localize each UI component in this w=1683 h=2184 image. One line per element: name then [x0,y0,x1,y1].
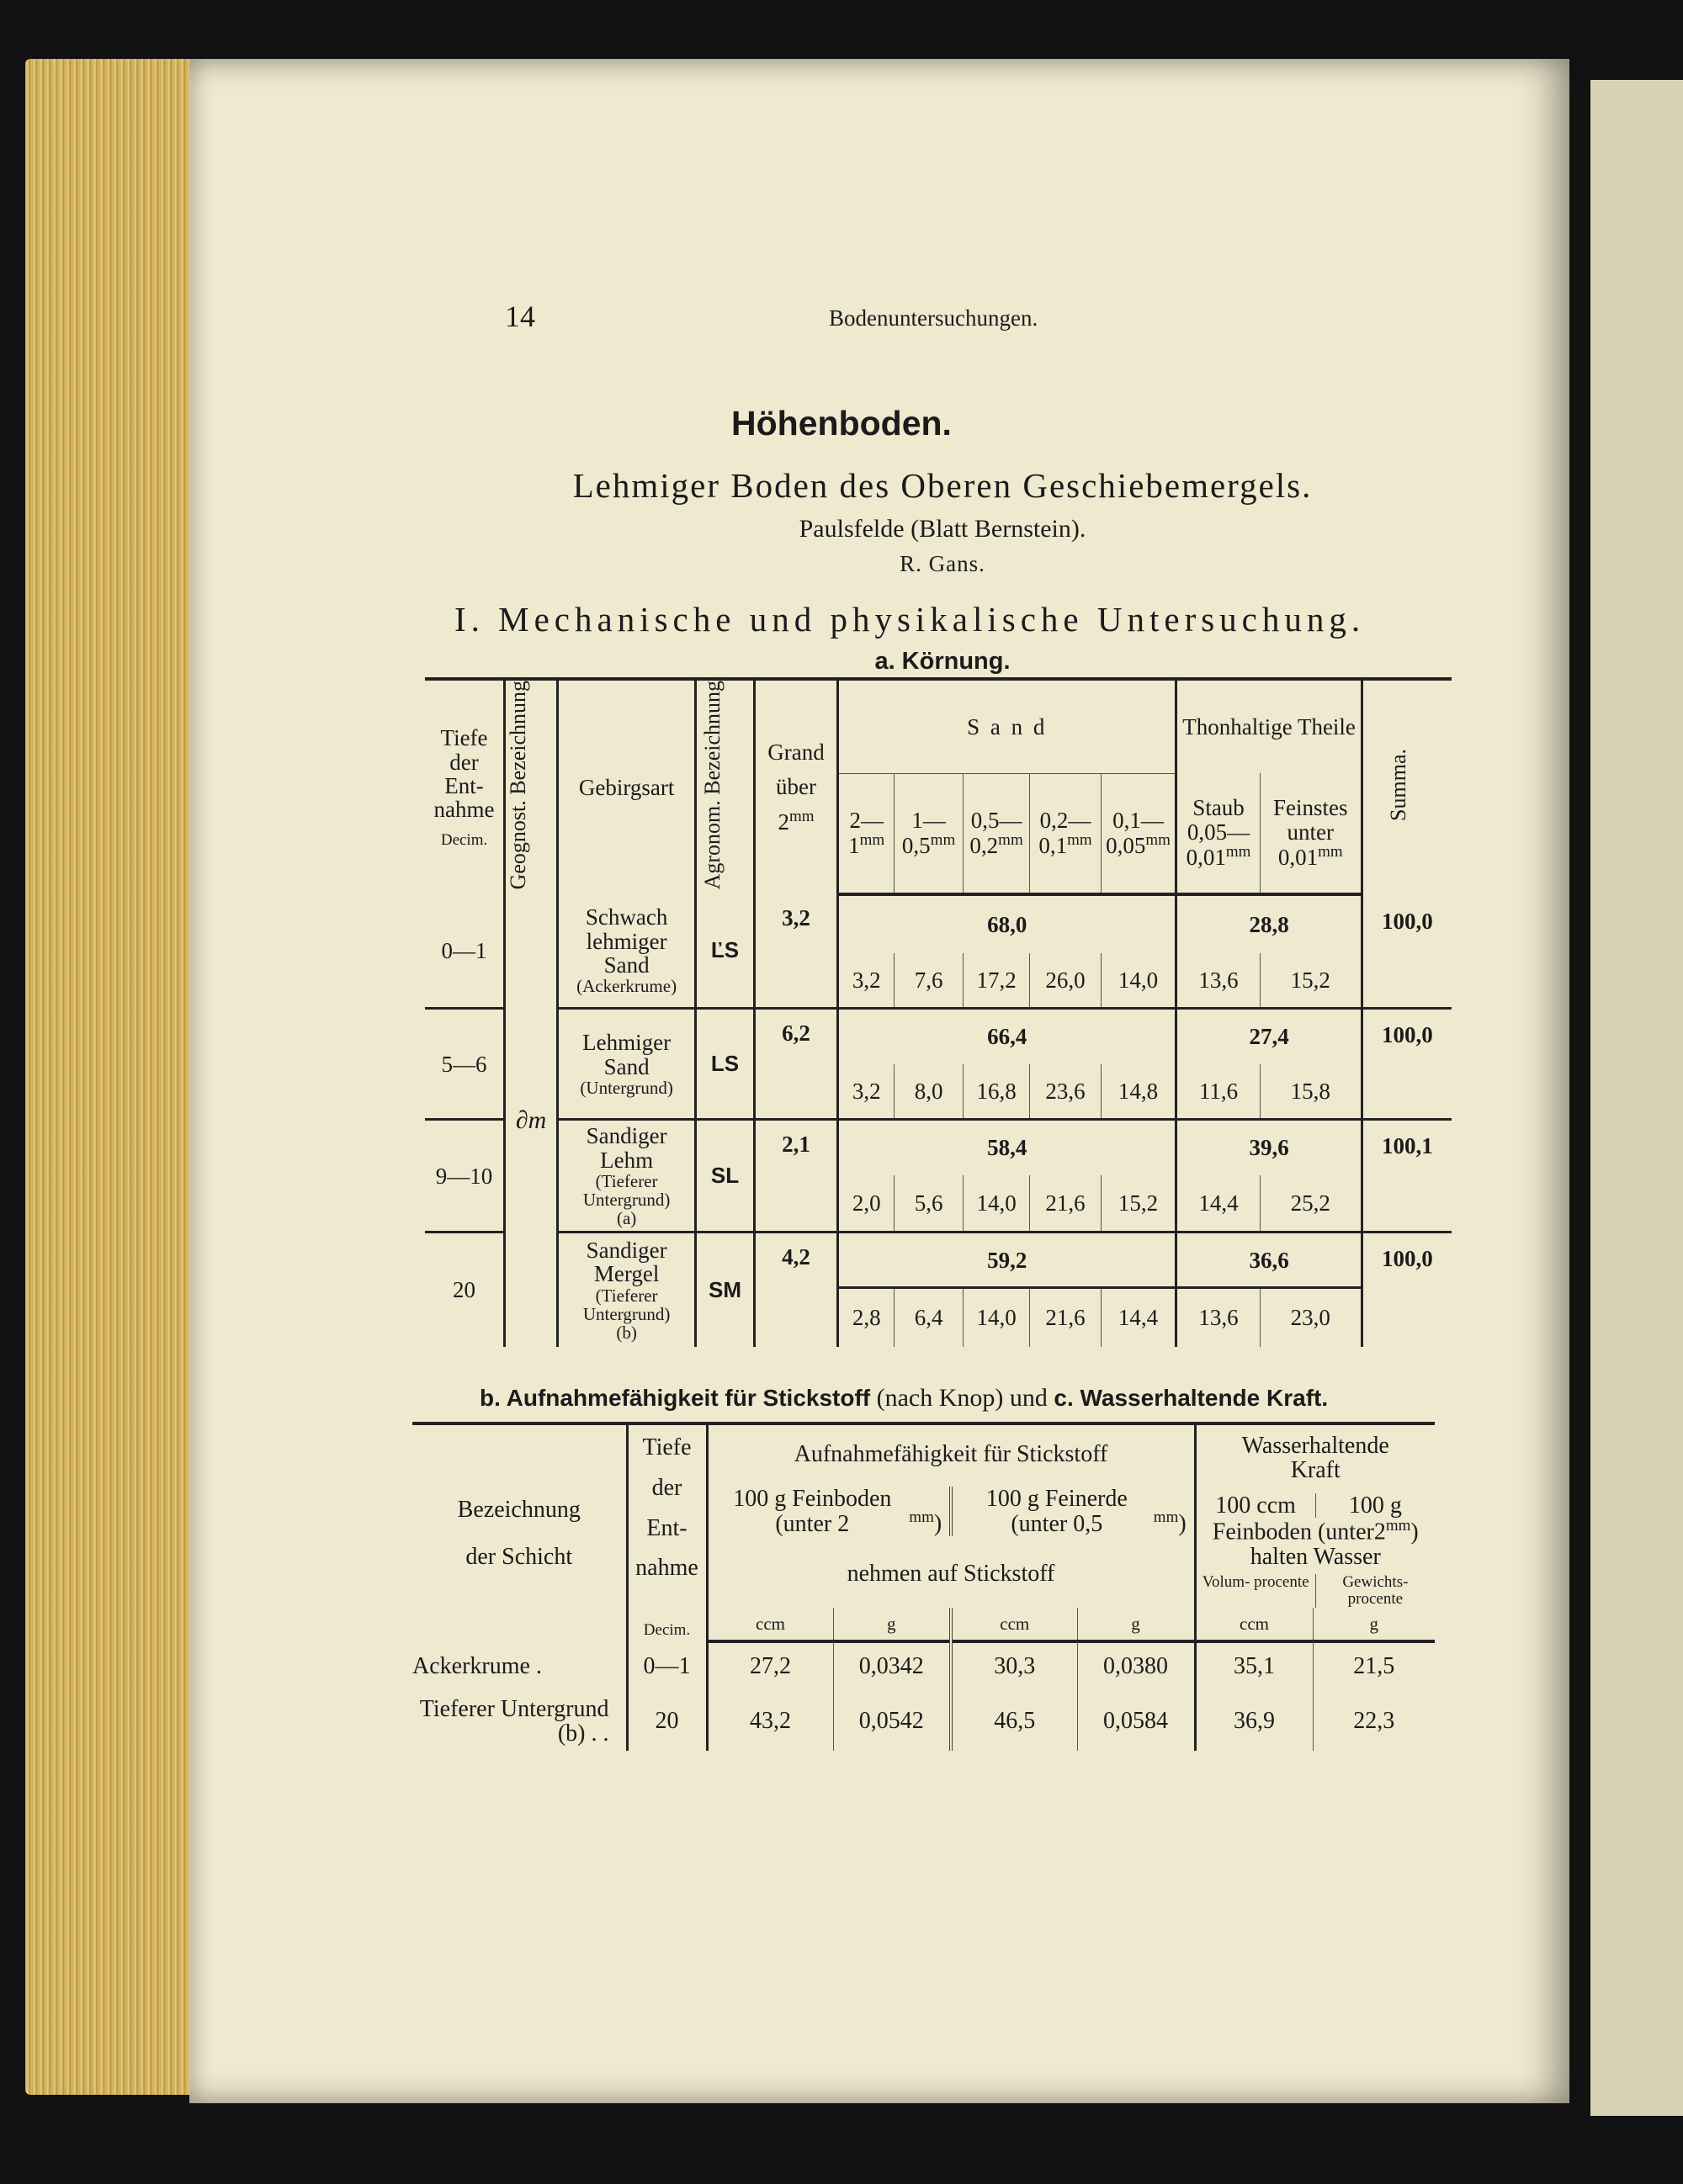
cell-thon-total: 28,8 [1176,894,1362,953]
header-tiefe: Tiefe der Ent- nahme Decim. [433,725,495,849]
header-volum: Volum- procente [1197,1574,1316,1608]
cell-staub: 13,6 [1176,953,1260,1009]
page-number: 14 [505,300,535,333]
cell-feinstes: 23,0 [1260,1288,1362,1347]
cell-tiefe: 9—10 [425,1120,505,1232]
header-gew-g: g [1313,1608,1435,1641]
cell-tiefe: 0—1 [627,1641,707,1692]
header-gebirgsart: Gebirgsart [558,679,696,894]
table-row [412,1692,1435,1751]
cell-feinstes: 25,2 [1260,1175,1362,1232]
cell-staub: 13,6 [1176,1288,1260,1347]
cell-gebirgsart: Schwach lehmiger Sand (Ackerkrume) [558,894,696,1009]
cell-gew: 21,5 [1313,1641,1435,1692]
cell-gebirgsart: Sandiger Mergel (Tieferer Untergrund) (b) [558,1232,696,1347]
cell-gebirgsart: Sandiger Lehm (Tieferer Untergrund) (a) [558,1120,696,1232]
header-gewicht: Gewichts- procente [1342,1573,1409,1609]
cell-s5: 15,2 [1101,1175,1176,1232]
cell-vol: 36,9 [1195,1692,1313,1751]
table-row [412,1641,1435,1692]
cell-tiefe: 0—1 [425,894,505,1009]
cell-grand: 6,2 [754,1009,837,1120]
cell-s1: 2,8 [838,1288,895,1347]
book-page-edges [25,59,194,2095]
cell-thon-total: 27,4 [1176,1009,1362,1064]
cell-s2: 6,4 [895,1288,963,1347]
header-bezeichnung: Bezeichnung der Schicht [457,1496,581,1570]
cell-s1: 3,2 [838,1064,895,1120]
cell-s4: 21,6 [1030,1288,1101,1347]
header-fb-ccm: ccm [707,1608,833,1641]
cell-s4: 21,6 [1030,1175,1101,1232]
cell-tiefe: 20 [627,1692,707,1751]
cell-fe-g: 0,0380 [1077,1641,1195,1692]
cell-fe-g: 0,0584 [1077,1692,1195,1751]
cell-sand-total: 59,2 [838,1232,1176,1288]
cell-name: Ackerkrume . [412,1653,542,1680]
cell-agronom: LS [696,1009,755,1120]
header-sand: S a n d [838,679,1176,773]
cell-grand: 3,2 [754,894,837,1009]
header-s1: 2— $1^{mm}$ [838,773,895,894]
cell-s4: 26,0 [1030,953,1101,1009]
header-s2: 1— $0,5^{mm}$ [895,773,963,894]
cell-vol: 35,1 [1195,1641,1313,1692]
cell-geognost: ∂m [505,894,558,1347]
cell-fb-ccm: 27,2 [707,1641,833,1692]
header-vol-ccm: ccm [1195,1608,1313,1641]
cell-gew: 22,3 [1313,1692,1435,1751]
cell-s1: 3,2 [838,953,895,1009]
location: Paulsfelde (Blatt Bernstein). [799,515,1086,543]
cell-feinstes: 15,2 [1260,953,1362,1009]
cell-feinstes: 15,8 [1260,1064,1362,1120]
cell-s3: 16,8 [963,1064,1030,1120]
cell-staub: 14,4 [1176,1175,1260,1232]
cell-fb-ccm: 43,2 [707,1692,833,1751]
cell-s2: 8,0 [895,1064,963,1120]
cell-agronom: ĽS [696,894,755,1009]
page-title: Höhenboden. [731,404,952,443]
table-row [425,1009,1452,1064]
subtitle: Lehmiger Boden des Oberen Geschiebemergels. [572,466,1313,505]
cell-tiefe: 20 [453,1277,476,1303]
cell-s3: 14,0 [963,1175,1030,1232]
cell-agronom: SM [696,1232,755,1347]
header-100ccm: 100 ccm [1197,1493,1316,1518]
cell-s1: 2,0 [838,1175,895,1232]
header-feinboden: 100 g Feinboden (unter 2 $^{mm}$) [709,1487,953,1536]
cell-grand: 2,1 [754,1120,837,1232]
header-100g: 100 g [1348,1492,1402,1519]
section-heading: I. Mechanische und physikalische Untersuchung. [454,600,1366,639]
subsection-heading: a. Körnung. [874,648,1011,675]
header-feinstes: Feinstes unter $0,01^{mm}$ [1260,773,1362,894]
cell-s2: 7,6 [895,953,963,1009]
header-geognost: Geognost. Bezeichnung [505,679,558,894]
cell-fb-g: 0,0342 [833,1641,951,1692]
cell-tiefe: 5—6 [425,1009,505,1120]
header-fe-g: g [1077,1608,1195,1641]
cell-s3: 14,0 [963,1288,1030,1347]
header-fe-ccm: ccm [951,1608,1077,1641]
cell-summa: 100,0 [1362,1009,1452,1120]
cell-s3: 17,2 [963,953,1030,1009]
cell-summa: 100,0 [1362,1232,1452,1347]
cell-sand-total: 66,4 [838,1009,1176,1064]
header-grand: Grand über $2^{mm}$ [754,679,837,894]
cell-staub: 11,6 [1176,1064,1260,1120]
cell-thon-total: 39,6 [1176,1120,1362,1175]
header-s3: 0,5— $0,2^{mm}$ [963,773,1030,894]
cell-name: Tieferer Untergrund (b) . . [419,1695,609,1747]
section-b-heading: b. Aufnahmefähigkeit für Stickstoff (nach Knop) und c. Wasserhaltende Kraft. [480,1384,1329,1412]
header-s4: 0,2— $0,1^{mm}$ [1030,773,1101,894]
cell-s5: 14,4 [1101,1288,1176,1347]
header-wasser: Wasserhaltende Kraft 100 ccm 100 g Feinboden $(unter2^{mm})$ halten Wasser Volum- procente Gewichts- procente [1195,1423,1435,1608]
header-agronom: Agronom. Bezeichnung [696,679,755,894]
table-row [425,1120,1452,1175]
table-row [425,894,1452,953]
cell-s5: 14,8 [1101,1064,1176,1120]
cell-summa: 100,0 [1362,894,1452,1009]
header-staub: Staub 0,05— $0,01^{mm}$ [1176,773,1260,894]
cell-fe-ccm: 30,3 [951,1641,1077,1692]
header-feinerde: 100 g Feinerde (unter 0,5 $^{mm}$) [985,1486,1187,1537]
header-s5: 0,1— $0,05^{mm}$ [1101,773,1176,894]
cell-fe-ccm: 46,5 [951,1692,1077,1751]
cell-gebirgsart: Lehmiger Sand (Untergrund) [558,1009,696,1120]
header-thonhaltige: Thonhaltige Theile [1176,679,1362,773]
header-tiefe: Tiefe der Ent- nahme Decim. [627,1423,707,1641]
cell-s5: 14,0 [1101,953,1176,1009]
cell-sand-total: 58,4 [838,1120,1176,1175]
header-fb-g: g [833,1608,951,1641]
author: R. Gans. [900,551,985,576]
header-aufnahme: Aufnahmefähigkeit für Stickstoff 100 g Feinboden (unter 2 $^{mm}$) 100 g Feinerde (unter 0,5 $^{mm}$) nehmen auf Stickstoff [707,1423,1195,1608]
cell-grand: 4,2 [754,1232,837,1347]
cell-s4: 23,6 [1030,1064,1101,1120]
facing-page-edge [1590,80,1683,2116]
grain-size-table [425,677,1452,1347]
header-summa: Summa. [1362,679,1452,894]
running-head: Bodenuntersuchungen. [829,305,1038,331]
nitrogen-water-table [412,1422,1435,1751]
cell-summa: 100,1 [1362,1120,1452,1232]
table-row [425,1232,1452,1288]
cell-sand-total: 68,0 [838,894,1176,953]
cell-agronom: SL [696,1120,755,1232]
cell-s2: 5,6 [895,1175,963,1232]
cell-thon-total: 36,6 [1176,1232,1362,1288]
cell-fb-g: 0,0542 [833,1692,951,1751]
